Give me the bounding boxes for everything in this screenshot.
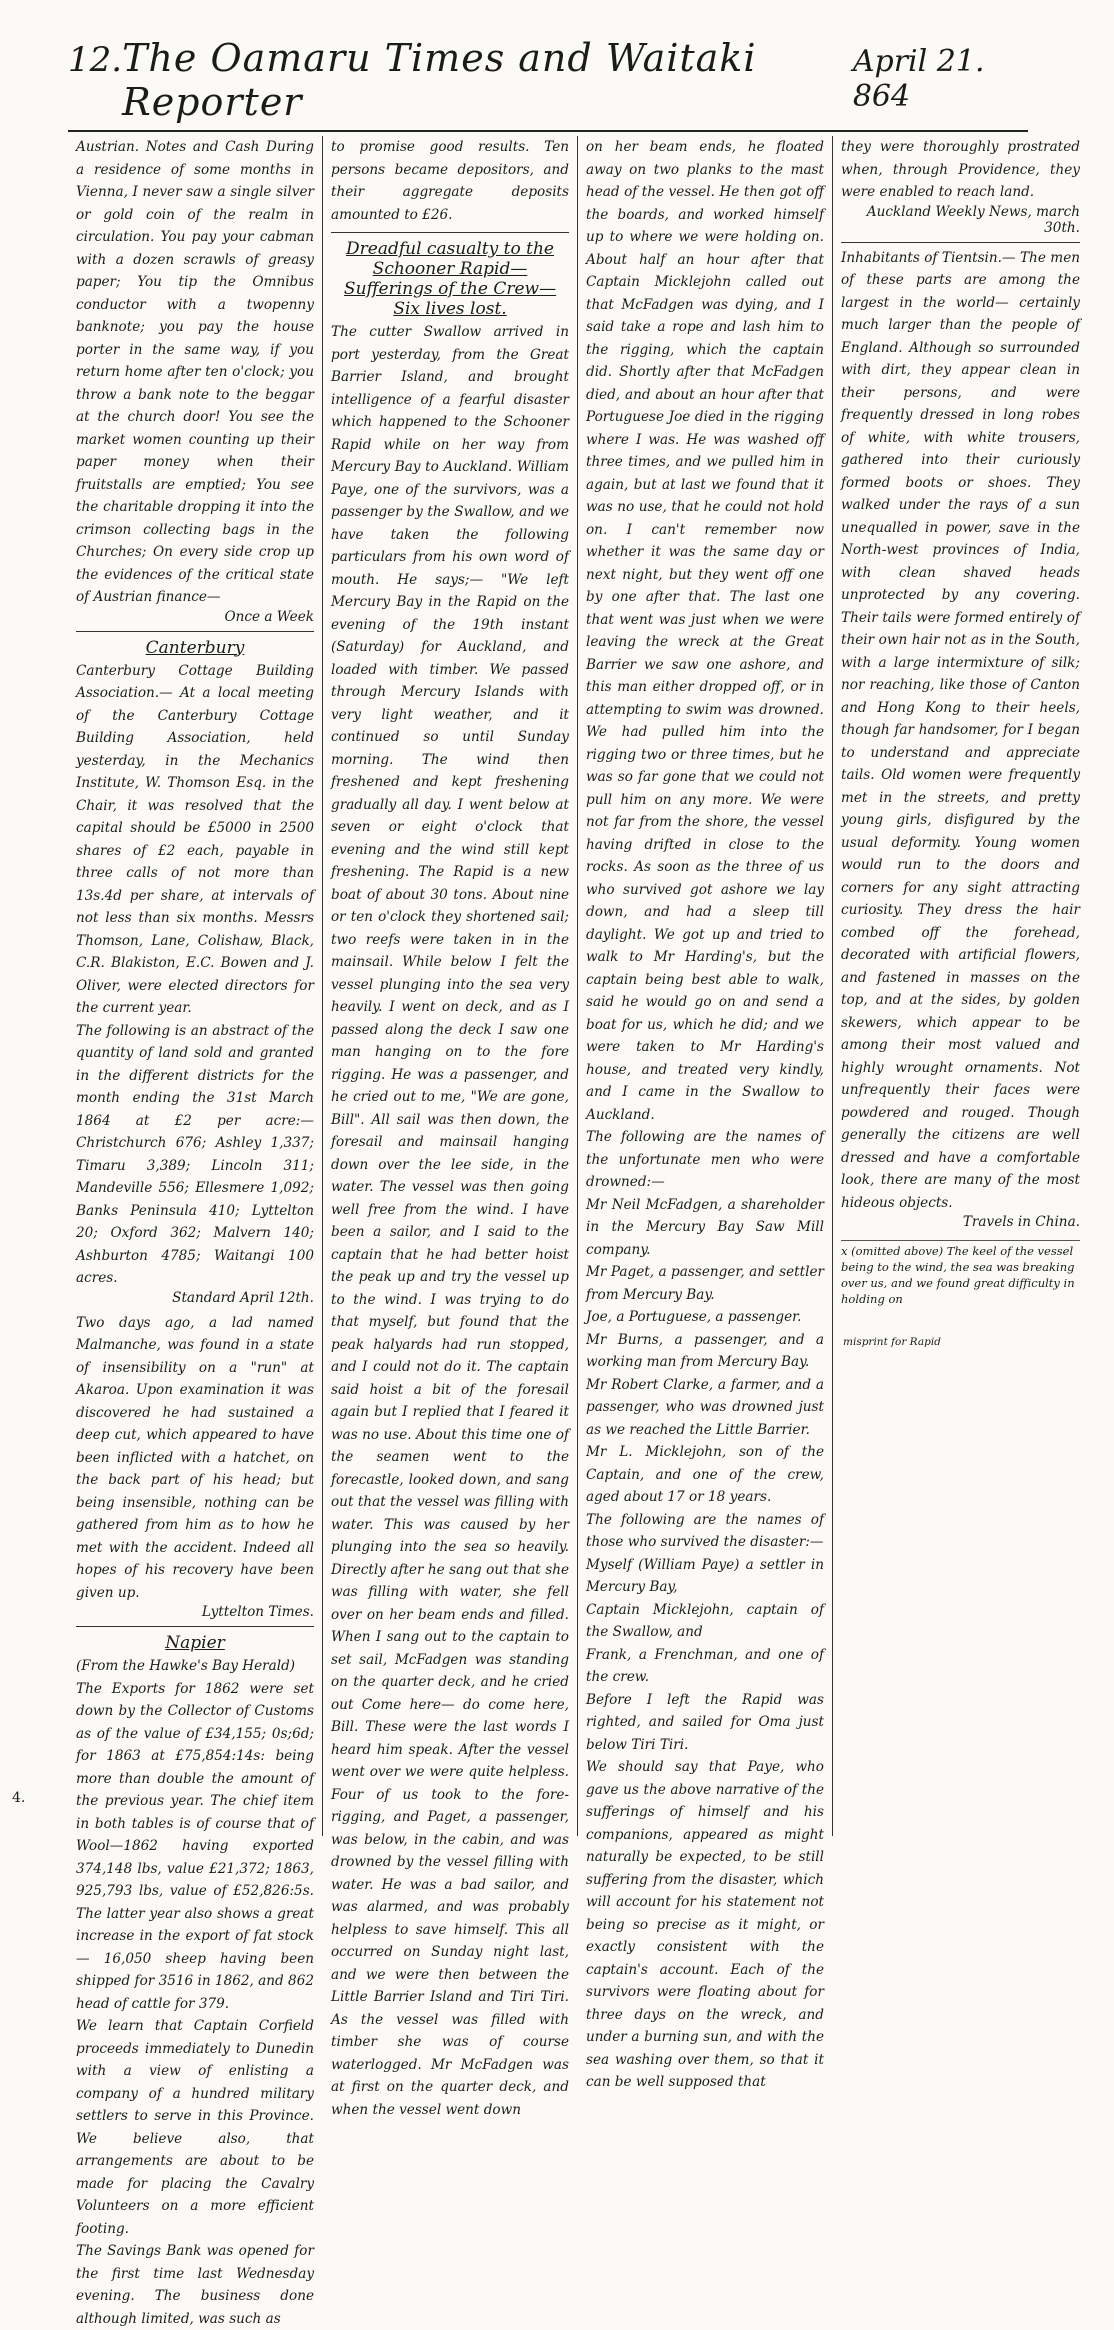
article-malmanche <box>76 1312 314 1621</box>
divider <box>76 631 314 632</box>
article-heading: Dreadful casualty to the Schooner Rapid— Sufferings of the Crew— Six lives lost. <box>343 239 557 319</box>
article-source: Travels in China. <box>962 1214 1080 1230</box>
newspaper-title: The Oamaru Times and Waitaki Reporter <box>122 36 757 124</box>
article-heading: Canterbury <box>145 637 245 658</box>
article-source: Once a Week <box>224 608 314 625</box>
article-text: on her beam ends, he floated away on two planks to the mast head of the vessel. He then got off the boards, and worked himself up to where we were holding on. About half an hour after that Captain Micklejohn called out that McFadgen was dying, and I said take a rope and lash him to the rigging, which the captain did. Shortly after that McFadgen died, and about an hour after that Portuguese Joe died in the rigging where I was. He was washed off three times, and we pulled him in again, but at last we found that it was no use, that he could not hold on. I can't remember now whether it was the same day or next night, but they went off one by one after that. The last one that went was just when we were leaving the wreck at the Great Barrier we saw one ashore, and this man either dropped off, or in attempting to swim was drowned. We had pulled him into the rigging two or three times, but he was so far gone that we could not pull him on any more. We were not far from the shore, the vessel having drifted in close to the rocks. As soon as the three of us who survived got ashore we lay down, and had a sleep till daylight. We got up and tried to walk to Mr Harding's, but the captain being best able to walk, said he would go on and send a boat for us, which he did; and we were taken to Mr Harding's house, and treated very kindly, and I came in the Swallow to Auckland. The following are the names of the unfortunate men who were drowned:— Mr Neil McFadgen, a shareholder in the Mercury Bay Saw Mill company. Mr Paget, a passenger, and settler from Mercury Bay. Joe, a Portuguese, a passenger. Mr Burns, a passenger, and a working man from Mercury Bay. Mr Robert Clarke, a farmer, and a passenger, who was drowned just as we reached the Little Barrier. Mr L. Micklejohn, son of the Captain, and one of the crew, aged about 17 or 18 years. The following are the names of those who survived the disaster:— Myself (William Paye) a settler in Mercury Bay, Captain Micklejohn, captain of the Swallow, and Frank, a Frenchman, and one of the crew. Before I left the Rapid was righted, and sailed for Oma just below Tiri Tiri. We should say that Paye, who gave us the above narrative of the sufferings of himself and his companions, appeared as might naturally be expected, to be still suffering from the disaster, which will account for his statement not being so precise as it might, or exactly consistent with the captain's account. Each of the survivors were floating about for three days on the wreck, and under a burning sun, and with the sea washing over them, so that it can be well supposed that <box>586 139 824 2090</box>
footer-mark: 4. <box>12 1790 26 1806</box>
article-rapid-end <box>841 136 1080 236</box>
article-text: Austrian. Notes and Cash During a residence of some months in Vienna, I never saw a single silver or gold coin of the realm in circulation. You pay your cabman with a dozen scrawls of greasy paper; You tip the Omnibus conductor with a twopenny banknote; you pay the house porter in the same way, if you return home after ten o'clock; you throw a bank note to the beggar at the church door! You see the market women counting up their paper money when their fruitstalls are emptied; You see the charitable dropping it into the crimson collecting bags in the Churches; On every side crop up the evidences of the critical state of Austrian finance— <box>76 139 314 605</box>
article-heading: Napier <box>165 1633 225 1653</box>
issue-date: April 21. 864 <box>852 44 985 114</box>
page-number: 12. <box>68 40 123 80</box>
article-canterbury <box>76 638 314 1306</box>
margin-note: misprint for Rapid <box>843 1336 941 1348</box>
article-source: Auckland Weekly News, march 30th. <box>866 203 1080 236</box>
article-tientsin <box>841 247 1080 1231</box>
divider <box>331 232 569 233</box>
article-text: they were thoroughly prostrated when, through Providence, they were enabled to reach land. <box>841 139 1080 200</box>
article-text: Two days ago, a lad named Malmanche, was found in a state of insensibility on a "run" at Akaroa. Upon examination it was discovered he had sustained a deep cut, which appeared to have been inflicted with a hatchet, on the back part of his head; but being insensible, nothing can be gathered from him as to how he met with the accident. Indeed all hopes of his recovery have been given up. <box>76 1314 314 1601</box>
article-text: The cutter Swallow arrived in port yesterday, from the Great Barrier Island, and brought intelligence of a fearful disaster which happened to the Schooner Rapid while on her way from Mercury Bay to Auckland. William Paye, one of the survivors, was a passenger by the Swallow, and we have taken the following particulars from his own word of mouth. He says;— "We left Mercury Bay in the Rapid on the evening of the 19th instant (Saturday) for Auckland, and loaded with timber. We passed through Mercury Islands with very light weather, and it continued so until Sunday morning. The wind then freshened and kept freshening gradually all day. I went below at seven or eight o'clock that evening and the wind still kept freshening. The Rapid is a new boat of about 30 tons. About nine or ten o'clock they shortened sail; two reefs were taken in in the mainsail. While below I felt the vessel plunging into the sea very heavily. I went on deck, and as I passed along the deck I saw one man hanging on to the fore rigging. He was a passenger, and he cried out to me, "We are gone, Bill". All sail was then down, the foresail and mainsail hanging down over the lee side, in the water. The vessel was then going well free from the wind. I have been a sailor, and I said to the captain that he had better hoist the peak up and try the vessel up to the wind. I was trying to do that myself, but found that the peak halyards had run stopped, and I could not do it. The captain said hoist a bit of the foresail again but I replied that I feared it was no use. About this time one of the seamen went to the forecastle, looked down, and sang out that the vessel was filling with water. This was caused by her plunging into the sea so heavily. Directly after he sang out that she was filling with water, she fell over on her beam ends and filled. When I sang out to the captain to set sail, McFadgen was standing on the quarter deck, and he cried out Come here— do come here, Bill. These were the last words I heard him speak. After the vessel went over we were quite helpless. Four of us took to the fore-rigging, and Paget, a passenger, was below, in the cabin, and was drowned by the vessel filling with water. He was a bad sailor, and was alarmed, and was probably helpless to save himself. This all occurred on Sunday night last, and we were then between the Little Barrier Island and Tiri Tiri. As the vessel was filled with timber she was of course waterlogged. Mr McFadgen was at first on the quarter deck, and when the vessel went down <box>331 324 569 2118</box>
article-text: Inhabitants of Tientsin.— The men of these parts are among the largest in the world— certainly much larger than the people of England. Although so surrounded with dirt, they appear clean in their persons, and were frequently dressed in long robes of white, with white trousers, gathered into their curiously formed boots or shoes. They walked under the rays of a sun unequalled in power, save in the North-west provinces of India, with clean shaved heads unprotected by any covering. Their tails were formed entirely of their own hair not as in the South, with a large intermixture of silk; nor reaching, like those of Canton and Hong Kong to their heels, though far handsomer, for I began to understand and appreciate tails. Old women were frequently met in the streets, and pretty young girls, disfigured by the usual deformity. Young women would run to the doors and corners for any sight attracting curiosity. They dress the hair combed off the forehead, decorated with artificial flowers, and fastened in masses on the top, and at the sides, by golden skewers, which appear to be among their most valued and highly wrought ornaments. Not unfrequently their faces were powdered and rouged. Though generally the citizens are well dressed and have a comfortable look, there are many of the most hideous objects. <box>841 249 1080 1211</box>
column-4 <box>833 136 1088 1836</box>
masthead <box>68 36 1028 132</box>
column-2 <box>323 136 578 2118</box>
divider <box>76 1626 314 1627</box>
article-text: to promise good results. Ten persons became depositors, and their aggregate deposits amounted to £26. <box>331 139 569 223</box>
article-napier <box>76 1633 314 2330</box>
footnote: x (omitted above) The keel of the vessel being to the wind, the sea was breaking over us, and we found great difficulty in holding on <box>841 1240 1080 1307</box>
divider <box>841 242 1080 243</box>
article-source: Standard April 12th. <box>172 1289 314 1306</box>
article-savings-bank-cont <box>331 136 569 226</box>
article-schooner-rapid <box>331 239 569 2121</box>
article-text: (From the Hawke's Bay Herald) The Exports for 1862 were set down by the Collector of Customs as of the value of £34,155; 0s;6d; for 1863 at £75,854:14s: being more than double the amount of the previous year. The chief item in both tables is of course that of Wool—1862 having exported 374,148 lbs, value £21,372; 1863, 925,793 lbs, value of £52,826:5s. The latter year also shows a great increase in the export of fat stock— 16,050 sheep having been shipped for 3516 in 1862, and 862 head of cattle for 379. We learn that Captain Corfield proceeds immediately to Dunedin with a view of enlisting a company of a hundred military settlers to serve in this Province. We believe also, that arrangements are about to be made for placing the Cavalry Volunteers on a more efficient footing. The Savings Bank was opened for the first time last Wednesday evening. The business done although limited, was such as <box>76 1658 314 2327</box>
article-schooner-rapid-cont <box>586 136 824 2094</box>
article-text: Canterbury Cottage Building Association.— At a local meeting of the Canterbury Cottage Building Association, held yesterday, in the Mechanics Institute, W. Thomson Esq. in the Chair, it was resolved that the capital should be £5000 in 2500 shares of £2 each, payable in three calls of not more than 13s.4d per share, at intervals of not less than six months. Messrs Thomson, Lane, Colishaw, Black, C.R. Blakiston, E.C. Bowen and J. Oliver, were elected directors for the current year. The following is an abstract of the quantity of land sold and granted in the different districts for the month ending the 31st March 1864 at £2 per acre:— Christchurch 676; Ashley 1,337; Timaru 3,389; Lincoln 311; Mandeville 556; Ellesmere 1,092; Banks Peninsula 410; Lyttelton 20; Oxford 362; Malvern 140; Ashburton 4785; Waitangi 100 acres. <box>76 662 314 1286</box>
column-1 <box>68 136 323 2327</box>
column-3 <box>578 136 833 2090</box>
columns <box>68 136 1108 2327</box>
article-austrian-notes <box>76 136 314 625</box>
article-source: Lyttelton Times. <box>201 1604 314 1620</box>
